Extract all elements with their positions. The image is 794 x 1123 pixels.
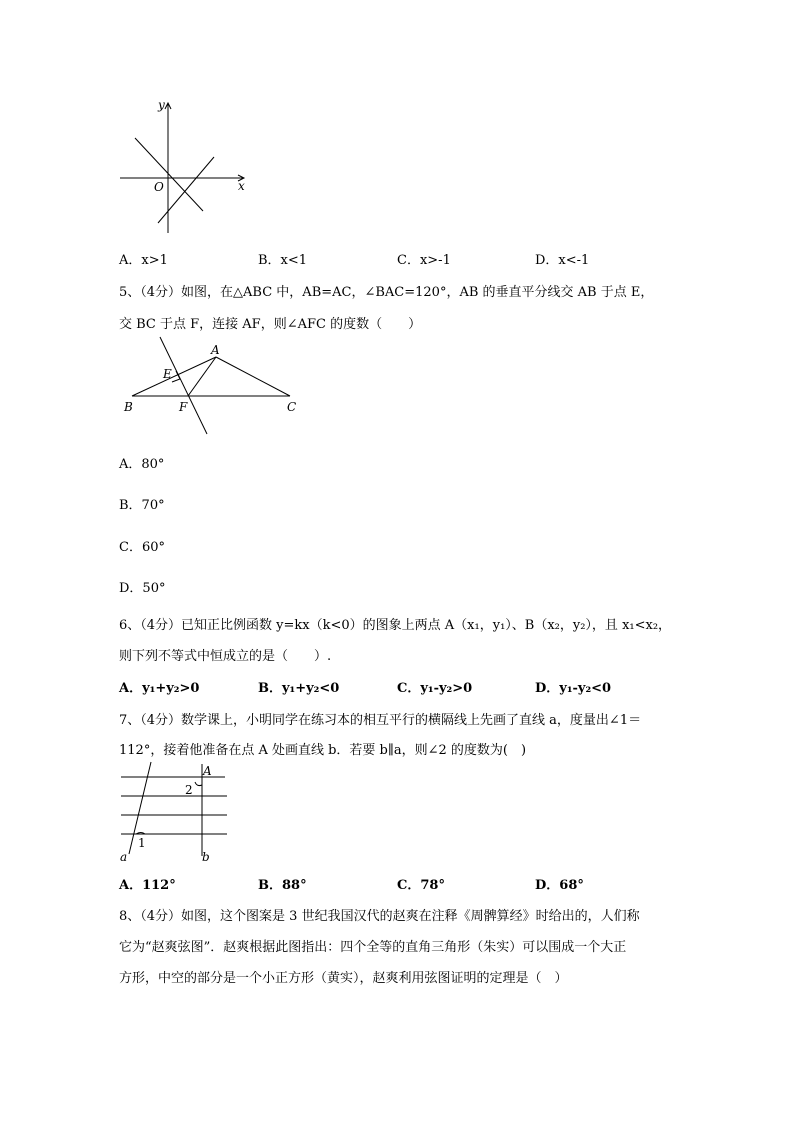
segment-af	[188, 357, 216, 396]
q6-question-line-2: 则下列不等式中恒成立的是（ ）.	[119, 649, 332, 664]
q5-option-c[interactable]: C．60°	[119, 540, 165, 555]
x-label: x	[238, 179, 245, 193]
q5-question-line-2: 交 BC 于点 F，连接 AF，则∠AFC 的度数（ ）	[119, 317, 422, 332]
label-angle-1: 1	[138, 836, 146, 850]
q4-option-a[interactable]: A．x>1	[119, 253, 168, 268]
q5-option-d[interactable]: D．50°	[119, 581, 166, 596]
q6-option-c[interactable]: C．y₁-y₂>0	[397, 681, 473, 696]
angle-2-arc	[195, 782, 202, 786]
increasing-line	[158, 157, 214, 223]
q5-triangle-figure	[115, 333, 315, 438]
label-f: F	[179, 400, 188, 414]
origin-label: O	[154, 180, 164, 194]
side-ab	[132, 357, 216, 396]
q8-question-line-3: 方形，中空的部分是一个小正方形（黄实），赵爽利用弦图证明的定理是（ ）	[119, 971, 568, 986]
q8-question-line-1: 8、（4分）如图，这个图案是 3 世纪我国汉代的赵爽在注释《周髀算经》时给出的，人们称	[119, 909, 640, 924]
label-line-b: b	[202, 850, 210, 864]
q7-question-line-2: 112°，接着他准备在点 A 处画直线 b．若要 b∥a，则∠2 的度数为( )	[119, 743, 527, 758]
q6-option-b[interactable]: B．y₁+y₂<0	[258, 681, 340, 696]
q5-question-line-1: 5、（4分）如图，在△ABC 中，AB=AC，∠BAC=120°，AB 的垂直平分线交 AB 于点 E，	[119, 285, 654, 300]
q7-parallel-lines-figure	[115, 758, 240, 866]
label-line-a: a	[120, 850, 128, 864]
q7-option-a[interactable]: A．112°	[119, 878, 176, 893]
q8-question-line-2: 它为“赵爽弦图”．赵爽根据此图指出：四个全等的直角三角形（朱实）可以围成一个大正	[119, 940, 627, 955]
q5-option-b[interactable]: B．70°	[119, 498, 165, 513]
q7-option-c[interactable]: C．78°	[397, 878, 445, 893]
q5-option-a[interactable]: A．80°	[119, 457, 165, 472]
q6-question-line-1: 6、（4分）已知正比例函数 y=kx（k<0）的图象上两点 A（x₁，y₁）、B（x₂，y₂），且 x₁<x₂，	[119, 618, 672, 633]
perpendicular-bisector	[160, 337, 207, 434]
y-label: y	[158, 98, 165, 112]
q7-option-d[interactable]: D．68°	[535, 878, 584, 893]
q6-option-a[interactable]: A．y₁+y₂>0	[119, 681, 200, 696]
label-a-point: A	[203, 764, 212, 778]
q6-option-d[interactable]: D．y₁-y₂<0	[535, 681, 612, 696]
label-e: E	[163, 367, 172, 381]
q7-question-line-1: 7、（4分）数学课上，小明同学在练习本的相互平行的横隔线上先画了直线 a，度量出∠1＝	[119, 713, 642, 728]
label-c: C	[287, 400, 297, 414]
label-angle-2: 2	[185, 783, 193, 797]
q4-option-b[interactable]: B．x<1	[258, 253, 308, 268]
side-ac	[216, 357, 290, 396]
q4-option-c[interactable]: C．x>‐1	[397, 253, 451, 268]
q4-graph-figure	[110, 95, 260, 240]
decreasing-line	[135, 138, 203, 211]
label-b: B	[124, 400, 133, 414]
label-a: A	[211, 343, 220, 357]
q4-option-d[interactable]: D．x<‐1	[535, 253, 590, 268]
q7-option-b[interactable]: B．88°	[258, 878, 307, 893]
